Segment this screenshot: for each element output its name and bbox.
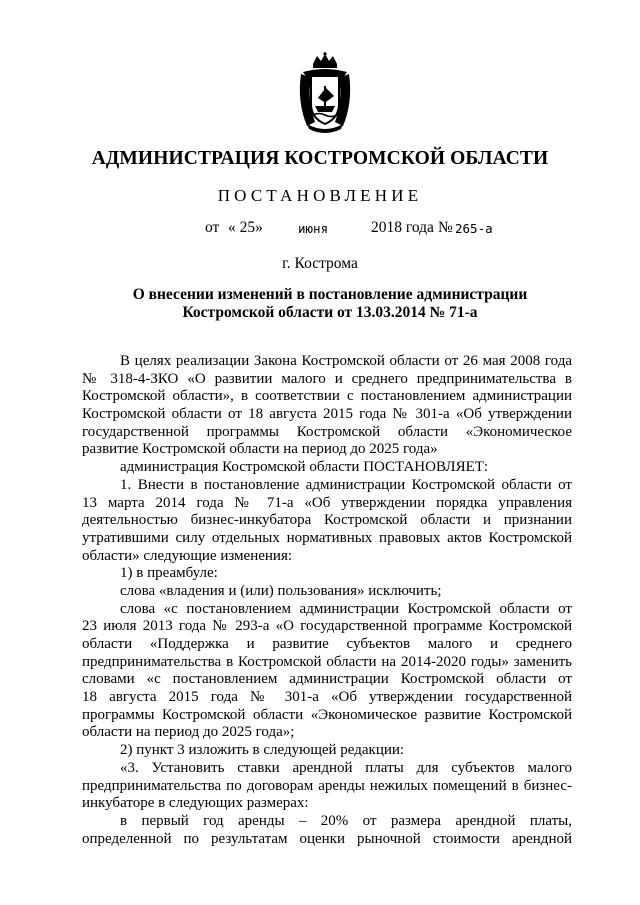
coat-of-arms-icon (293, 52, 357, 134)
body-line: Костромской области», в соответствии с постановлением администрации (82, 388, 572, 405)
document-type: ПОСТАНОВЛЕНИЕ (217, 186, 423, 205)
body-line: 1. Внести в постановление администрации Костромской области от (120, 476, 572, 493)
body-line: слова «с постановлением администрации Костромской области от (120, 600, 572, 617)
date-line (0, 219, 640, 241)
body-line: «3. Установить ставки арендной платы для субъектов малого (120, 759, 572, 776)
body-line: определенной по результатам оценки рыночной стоимости арендной (82, 830, 572, 847)
body-line: 2) пункт 3 изложить в следующей редакции: (120, 742, 405, 759)
city-name: г. Кострома (282, 255, 358, 272)
document-number: 265-а (455, 221, 493, 236)
document-subject (100, 286, 560, 322)
date-year: 2018 года (371, 219, 434, 236)
body-line: развитие Костромской области на период до 2025 года» (82, 441, 438, 458)
body-line: в первый год аренды – 20% от размера арендной платы, (120, 812, 572, 829)
number-sign: № (438, 219, 453, 236)
body-line: области на период до 2025 года»; (82, 724, 295, 741)
body-line: В целях реализации Закона Костромской области от 26 мая 2008 года (120, 353, 572, 369)
body-line: слова «владения и (или) пользования» исключить; (120, 582, 442, 599)
body-line: программы Костромской области «Экономическое развитие Костромской (82, 706, 572, 723)
body-line: 18 августа 2015 года № 301-а «Об утверждении государственной (82, 689, 572, 706)
body-line: Костромской области от 18 августа 2015 года № 301-а «Об утверждении (82, 406, 572, 423)
body-line: словами «с постановлением администрации Костромской области от (82, 671, 572, 688)
body-line: № 318-4-ЗКО «О развитии малого и среднего предпринимательства в (82, 370, 572, 387)
body-line: администрация Костромской области ПОСТАНОВЛЯЕТ: (120, 459, 489, 476)
body-line: деятельностью бизнес-инкубатора Костромской области и признании (82, 512, 572, 529)
body-line: утратившими силу отдельных нормативных правовых актов Костромской (82, 529, 572, 546)
body-line: 1) в преамбуле: (120, 565, 218, 582)
subject-line: Костромской области от 13.03.2014 № 71-а (182, 304, 478, 321)
date-from-label: от (205, 219, 220, 236)
body-line: государственной программы Костромской области «Экономическое (82, 423, 572, 440)
body-line: инкубаторе в следующих размерах: (82, 795, 309, 812)
document-body (82, 353, 572, 848)
body-line: области» следующие изменения: (82, 547, 293, 564)
body-line: предпринимательства в Костромской области на 2014-2020 годы» заменить (82, 653, 572, 670)
subject-line: О внесении изменений в постановление администрации (132, 286, 528, 303)
body-line: 23 июля 2013 года № 293-а «О государственной программе Костромской (82, 618, 572, 635)
date-day: « 25» (228, 219, 263, 236)
organization-title: АДМИНИСТРАЦИЯ КОСТРОМСКОЙ ОБЛАСТИ (91, 148, 549, 169)
body-line: области «Поддержка и развитие субъектов малого и среднего (82, 636, 572, 652)
date-month: июня (298, 221, 329, 236)
body-line: предпринимательства по договорам аренды нежилых помещений в бизнес- (82, 777, 572, 794)
body-line: 13 марта 2014 года № 71-а «Об утверждении порядка управления (82, 494, 572, 511)
